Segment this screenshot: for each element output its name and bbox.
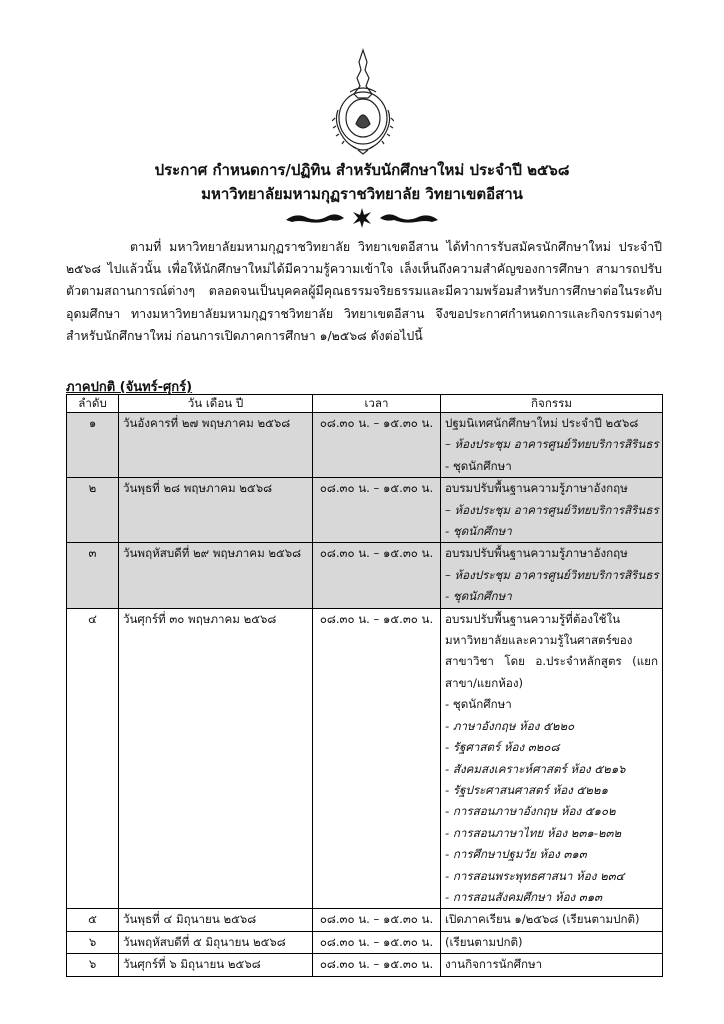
row-activity [441, 413, 663, 478]
activity-main: เปิดภาคเรียน ๑/๒๕๖๘ (เรียนตามปกติ) [445, 912, 640, 927]
table-row [67, 909, 663, 931]
activity-item: - ชุดนักศึกษา [445, 458, 512, 473]
activity-item: - การศึกษาปฐมวัย ห้อง ๓๑๓ [445, 847, 587, 862]
row-activity [441, 543, 663, 608]
activity-item: – ห้องประชุม อาคารศูนย์วิทยบริการสิรินธร [445, 567, 659, 582]
row-time: ๐๘.๓๐ น. – ๑๕.๓๐ น. [313, 909, 441, 931]
table-header-row [67, 395, 663, 413]
row-time: ๐๘.๓๐ น. – ๑๕.๓๐ น. [313, 931, 441, 953]
activity-item: - ชุดนักศึกษา [445, 589, 512, 604]
activity-main: อบรมปรับพื้นฐานความรู้ภาษาอังกฤษ [445, 481, 628, 496]
row-time: ๐๘.๓๐ น. – ๑๕.๓๐ น. [313, 478, 441, 543]
activity-main: (เรียนตามปกติ) [445, 934, 523, 949]
activity-item: - รัฐประศาสนศาสตร์ ห้อง ๕๒๒๑ [445, 782, 608, 797]
header-date: วัน เดือน ปี [119, 395, 313, 413]
activity-item: - รัฐศาสตร์ ห้อง ๓๒๐๘ [445, 740, 560, 755]
header-time: เวลา [313, 395, 441, 413]
schedule-table [66, 394, 663, 977]
row-activity [441, 909, 663, 931]
activity-item: - ชุดนักศึกษา [445, 524, 512, 539]
activity-item: - สังคมสงเคราะห์ศาสตร์ ห้อง ๕๒๑๖ [445, 761, 626, 776]
decorative-divider-icon [282, 208, 442, 228]
table-row [67, 931, 663, 953]
activity-item: – ห้องประชุม อาคารศูนย์วิทยบริการสิรินธร [445, 437, 659, 452]
row-time: ๐๘.๓๐ น. – ๑๕.๓๐ น. [313, 608, 441, 909]
row-date: วันศุกร์ที่ ๓๐ พฤษภาคม ๒๕๖๘ [119, 608, 313, 909]
row-time: ๐๘.๓๐ น. – ๑๕.๓๐ น. [313, 543, 441, 608]
announcement-title: ประกาศ กำหนดการ/ปฏิทิน สำหรับนักศึกษาใหม่ ประจำปี ๒๕๖๘ [154, 161, 570, 179]
row-number: ๓ [67, 543, 119, 608]
row-number: ๔ [67, 608, 119, 909]
activity-item: - ภาษาอังกฤษ ห้อง ๕๒๒๐ [445, 718, 575, 733]
intro-text: ตามที่ มหาวิทยาลัยมหามกุฏราชวิทยาลัย วิทยาเขตอีสาน ได้ทำการรับสมัครนักศึกษาใหม่ ประจำปี ๒๕๖๘ ไปแล้วนั้น เพื่อให้นักศึกษาใหม่ได้มีความรู้ความเข้าใจ เล็งเห็นถึงความสำคัญของการศึกษา สามารถปรับตัวตามสถานการณ์ต่างๆ ตลอดจนเป็นบุคคลผู้มีคุณธรรมจริยธรรมและมีความพร้อมสำหรับการศึกษาต่อในระดับอุดมศึกษา ทางมหาวิทยาลัยมหามกุฏราชวิทยาลัย วิทยาเขตอีสาน จึงขอประกาศกำหนดการและกิจกรรมต่างๆ สำหรับนักศึกษาใหม่ ก่อนการเปิดภาคการศึกษา ๑/๒๕๖๘ ดังต่อไปนี้ [66, 239, 662, 343]
section-label: ภาคปกติ (จันทร์-ศุกร์) [66, 380, 193, 395]
row-date: วันพุธที่ ๒๘ พฤษภาคม ๒๕๖๘ [119, 478, 313, 543]
activity-item: - การสอนภาษาไทย ห้อง ๒๓๑-๒๓๒ [445, 825, 622, 840]
row-date: วันพฤหัสบดีที่ ๒๙ พฤษภาคม ๒๕๖๘ [119, 543, 313, 608]
intro-paragraph [66, 236, 662, 347]
row-activity [441, 954, 663, 976]
activity-item: - ชุดนักศึกษา [445, 697, 512, 712]
row-number: ๑ [67, 413, 119, 478]
university-seal-icon [332, 48, 394, 156]
row-time: ๐๘.๓๐ น. – ๑๕.๓๐ น. [313, 413, 441, 478]
row-date: วันพฤหัสบดีที่ ๕ มิถุนายน ๒๕๖๘ [119, 931, 313, 953]
activity-main: อบรมปรับพื้นฐานความรู้ภาษาอังกฤษ [445, 546, 628, 561]
row-number: ๕ [67, 909, 119, 931]
table-row [67, 478, 663, 543]
activity-item: – ห้องประชุม อาคารศูนย์วิทยบริการสิรินธร [445, 502, 659, 517]
table-row [67, 954, 663, 976]
activity-main: งานกิจการนักศึกษา [445, 957, 543, 972]
row-activity [441, 478, 663, 543]
activity-item: - การสอนภาษาอังกฤษ ห้อง ๕๑๐๒ [445, 804, 616, 819]
row-activity [441, 931, 663, 953]
row-date: วันอังคารที่ ๒๗ พฤษภาคม ๒๕๖๘ [119, 413, 313, 478]
row-activity [441, 608, 663, 909]
row-date: วันศุกร์ที่ ๖ มิถุนายน ๒๕๖๘ [119, 954, 313, 976]
header-activity: กิจกรรม [441, 395, 663, 413]
table-row [67, 608, 663, 909]
row-number: ๖ [67, 931, 119, 953]
university-name: มหาวิทยาลัยมหามกุฏราชวิทยาลัย วิทยาเขตอีสาน [201, 185, 523, 203]
activity-main: อบรมปรับพื้นฐานความรู้ที่ต้องใช้ในมหาวิทยาลัยและความรู้ในศาสตร์ของสาขาวิชา โดย อ.ประจำหลักสูตร (แยกสาขา/แยกห้อง) [445, 611, 658, 690]
row-number: ๒ [67, 478, 119, 543]
table-row [67, 413, 663, 478]
activity-main: ปฐมนิเทศนักศึกษาใหม่ ประจำปี ๒๕๖๘ [445, 416, 639, 430]
header-order: ลำดับ [67, 395, 119, 413]
row-date: วันพุธที่ ๔ มิถุนายน ๒๕๖๘ [119, 909, 313, 931]
table-row [67, 543, 663, 608]
row-time: ๐๘.๓๐ น. – ๑๕.๓๐ น. [313, 954, 441, 976]
activity-item: - การสอนพระพุทธศาสนา ห้อง ๒๓๔ [445, 868, 625, 883]
row-number: ๖ [67, 954, 119, 976]
activity-item: - การสอนสังคมศึกษา ห้อง ๓๑๓ [445, 889, 603, 904]
